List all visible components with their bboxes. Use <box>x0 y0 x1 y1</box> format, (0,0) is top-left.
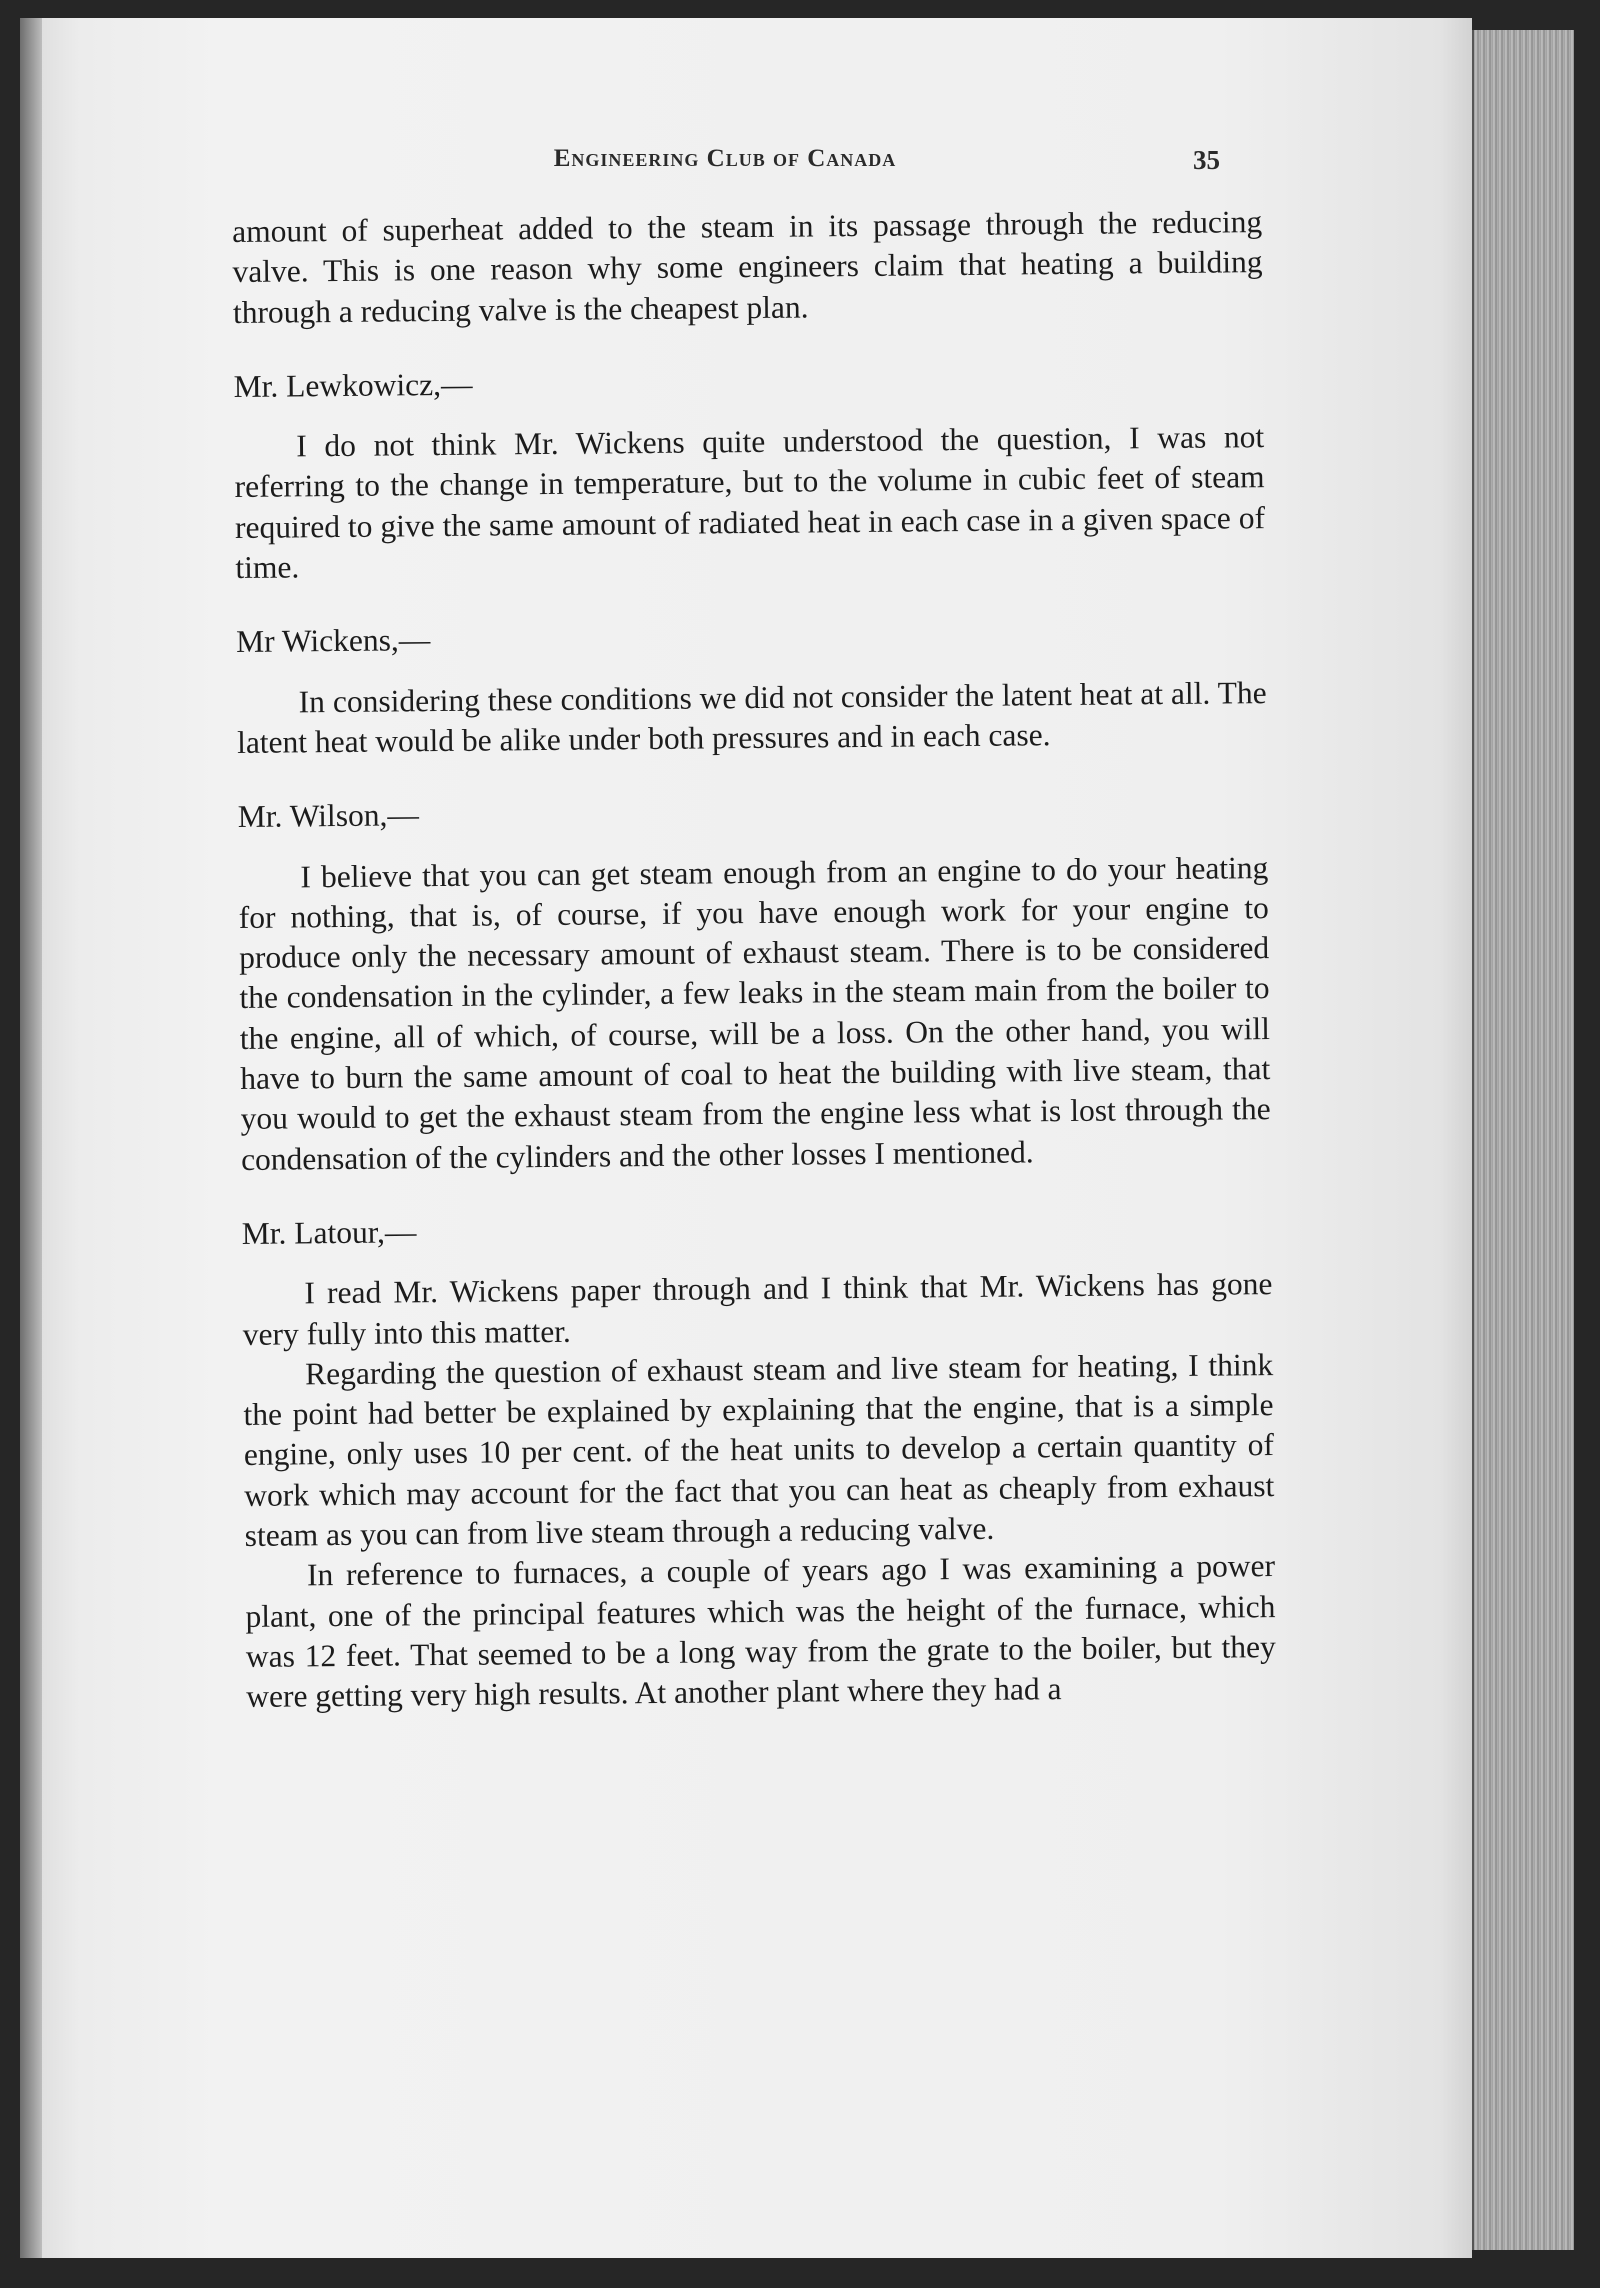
speaker-heading: Mr Wickens,— <box>235 622 431 660</box>
speaker-heading: Mr. Lewkowicz,— <box>233 366 473 404</box>
speaker-heading: Mr. Wilson,— <box>237 797 420 835</box>
paragraph: I read Mr. Wickens paper through and I think that Mr. Wickens has gone very fully into this matter. <box>242 1266 1273 1352</box>
paragraph: I do not think Mr. Wickens quite understood the question, I was not referring to the change in temperature, but to the volume in cubic feet of steam required to give the same amount of radiated heat in each case in a given space of time. <box>234 419 1266 586</box>
page-header <box>230 145 1220 185</box>
book-gutter <box>20 18 42 2258</box>
speaker-heading: Mr. Latour,— <box>241 1214 417 1251</box>
body-text <box>232 202 1276 1717</box>
running-title: Engineering Club of Canada <box>553 145 897 172</box>
paragraph: amount of superheat added to the steam in its passage through the reducing valve. This is one reason why some engineers claim that heating a building through a reducing valve is the cheapest plan. <box>232 204 1263 330</box>
page-number: 35 <box>1193 145 1220 175</box>
paragraph: I believe that you can get steam enough from an engine to do your heating for nothing, that is, of course, if you have enough work for your engine to produce only the necessary amount of exhaust steam. There is to be considered the condensation in the cylinder, a few leaks in the steam main from the boiler to the engine, all of which, of course, will be a loss. On the other hand, you will have to burn the same amount of coal to heat the building with live steam, that you would to get the exhaust steam from the engine less what is lost through the condensation of the cylinders and the other losses I mentioned. <box>238 849 1271 1177</box>
paragraph: Regarding the question of exhaust steam and live steam for heating, I think the point had better be explained by explaining that the engine, that is a simple engine, only uses 10 per cent. of the heat units to develop a certain quantity of work which may account for the fact that you can heat as cheaply from exhaust steam as you can from live steam through a reducing valve. <box>243 1346 1275 1553</box>
paragraph: In considering these conditions we did not consider the latent heat at all. The latent heat would be alike under both pressures and in each case. <box>236 674 1267 760</box>
page-edges <box>1472 30 1574 2250</box>
paragraph: In reference to furnaces, a couple of years ago I was examining a power plant, one of the principal features which was the height of the furnace, which was 12 feet. That seemed to be a long way from the grate to the boiler, but they were getting very high results. At another plant where they had a <box>245 1548 1276 1715</box>
